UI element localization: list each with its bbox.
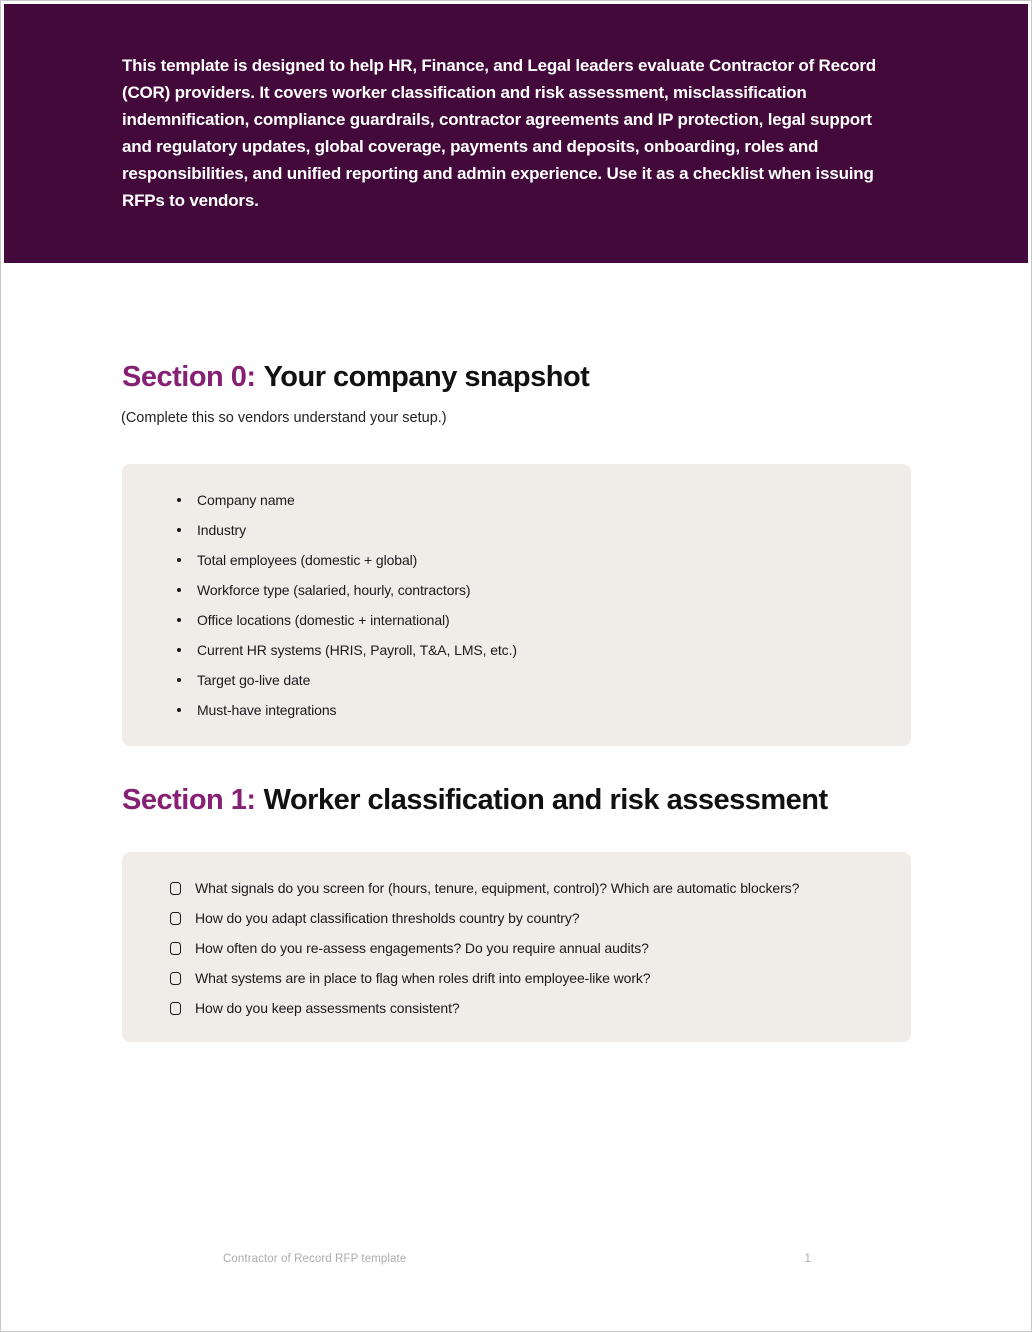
page-footer xyxy=(223,1253,811,1265)
section-0-heading xyxy=(122,361,589,394)
footer-doc-title: Contractor of Record RFP template xyxy=(223,1253,407,1265)
list-item-label: Total employees (domestic + global) xyxy=(197,552,418,568)
list-item-label: Current HR systems (HRIS, Payroll, T&A, LMS, etc.) xyxy=(197,642,517,658)
checklist-item-label: How do you adapt classification thresholds country by country? xyxy=(195,910,580,926)
company-snapshot-card xyxy=(122,464,911,746)
checkbox-icon xyxy=(170,1002,181,1015)
checkbox-icon xyxy=(170,912,181,925)
checklist-item xyxy=(162,933,871,963)
section-0-title: Your company snapshot xyxy=(263,361,590,393)
checklist-item-label: What signals do you screen for (hours, tenure, equipment, control)? Which are automatic blockers? xyxy=(195,880,800,896)
bullet-icon xyxy=(177,678,181,682)
checkbox-icon xyxy=(170,972,181,985)
list-item xyxy=(162,485,871,515)
classification-checklist-card xyxy=(122,852,911,1042)
bullet-icon xyxy=(177,558,181,562)
list-item xyxy=(162,635,871,665)
list-item xyxy=(162,605,871,635)
list-item xyxy=(162,515,871,545)
list-item xyxy=(162,545,871,575)
list-item xyxy=(162,695,871,725)
checklist-item xyxy=(162,963,871,993)
checklist-item xyxy=(162,873,871,903)
bullet-list xyxy=(162,485,871,725)
section-1-title: Worker classification and risk assessment xyxy=(263,784,828,816)
checkbox-icon xyxy=(170,882,181,895)
intro-text: This template is designed to help HR, Finance, and Legal leaders evaluate Contractor of Record (COR) providers. It covers worker classification and risk assessment, misclassification indemnification, compliance guardrails, contractor agreements and IP protection, legal support and regulatory updates, global coverage, payments and deposits, onboarding, roles and responsibilities, and unified reporting and admin experience. Use it as a checklist when issuing RFPs to vendors. xyxy=(122,56,876,210)
checklist-item xyxy=(162,993,871,1023)
section-0-label: Section 0: xyxy=(122,361,256,393)
checklist xyxy=(162,873,871,1023)
list-item-label: Target go-live date xyxy=(197,672,311,688)
section-0-subtitle: (Complete this so vendors understand your setup.) xyxy=(121,410,447,426)
list-item-label: Office locations (domestic + international) xyxy=(197,612,450,628)
footer-page-number: 1 xyxy=(804,1253,811,1265)
bullet-icon xyxy=(177,648,181,652)
bullet-icon xyxy=(177,708,181,712)
bullet-icon xyxy=(177,528,181,532)
checklist-item-label: How often do you re-assess engagements? Do you require annual audits? xyxy=(195,940,649,956)
checklist-item-label: What systems are in place to flag when roles drift into employee-like work? xyxy=(195,970,651,986)
list-item-label: Industry xyxy=(197,522,246,538)
bullet-icon xyxy=(177,618,181,622)
bullet-icon xyxy=(177,588,181,592)
section-1-label: Section 1: xyxy=(122,784,256,816)
checklist-item xyxy=(162,903,871,933)
checkbox-icon xyxy=(170,942,181,955)
intro-banner xyxy=(4,4,1028,263)
list-item-label: Company name xyxy=(197,492,295,508)
checklist-item-label: How do you keep assessments consistent? xyxy=(195,1000,460,1016)
bullet-icon xyxy=(177,498,181,502)
list-item xyxy=(162,665,871,695)
list-item-label: Workforce type (salaried, hourly, contractors) xyxy=(197,582,471,598)
list-item-label: Must-have integrations xyxy=(197,702,337,718)
section-1-heading xyxy=(122,784,828,817)
list-item xyxy=(162,575,871,605)
